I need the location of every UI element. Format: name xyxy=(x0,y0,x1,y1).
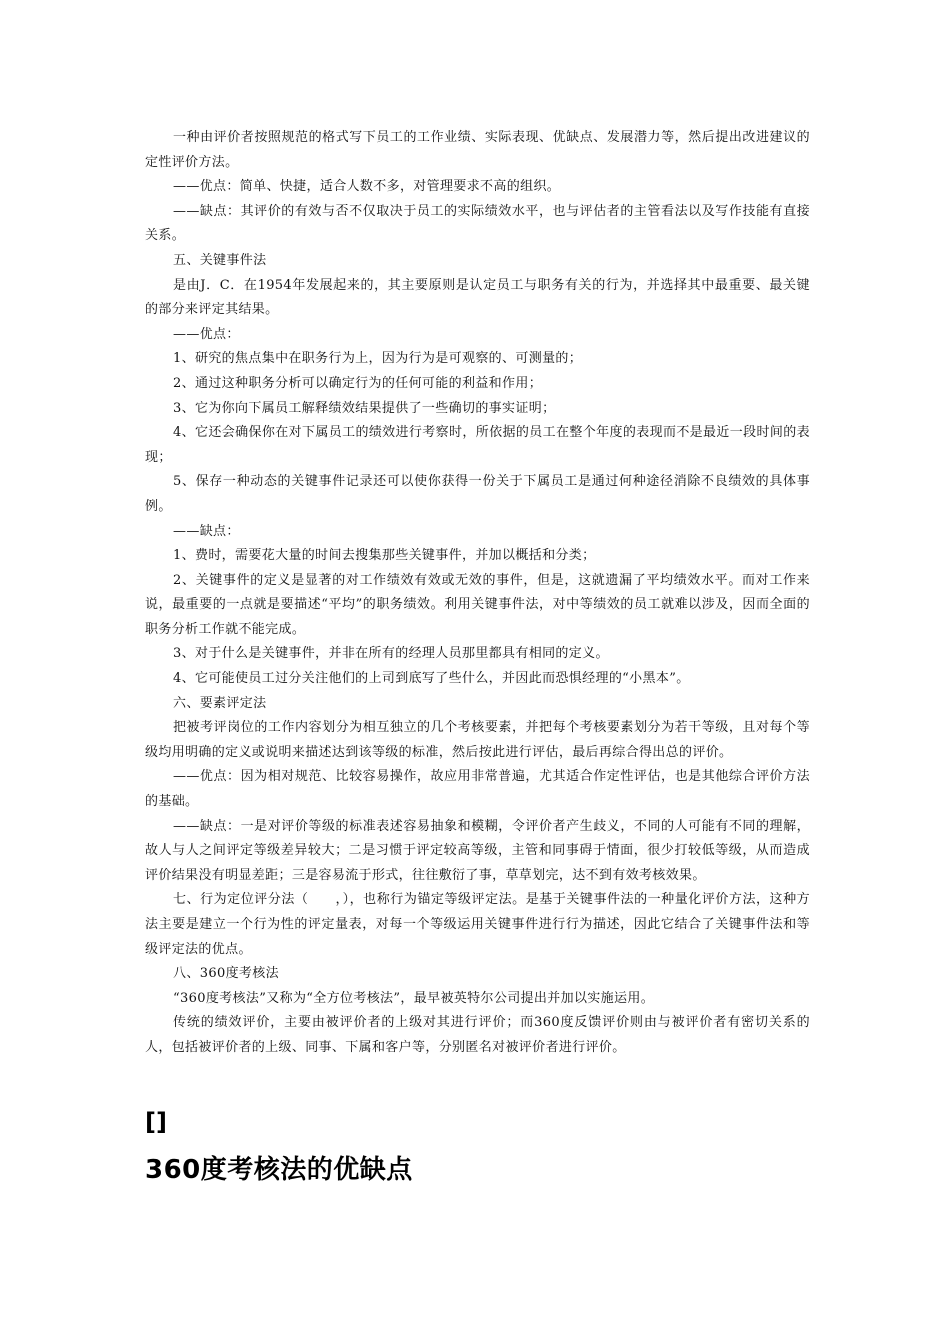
list-item: 2、关键事件的定义是显著的对工作绩效有效或无效的事件，但是，这就遗漏了平均绩效水平。而对工作来说，最重要的一点就是要描述“平均”的职务绩效。利用关键事件法，对中等绩效的员工就难以涉及，因而全面的职务分析工作就不能完成。 xyxy=(145,572,810,637)
body-text xyxy=(145,126,810,1061)
list-item: 1、费时，需要花大量的时间去搜集那些关键事件，并加以概括和分类； xyxy=(173,548,596,564)
section-heading: 八、360度考核法 xyxy=(173,966,279,982)
paragraph: ——缺点： xyxy=(173,523,240,539)
paragraph: ——优点：简单、快捷，适合人数不多，对管理要求不高的组织。 xyxy=(173,179,561,195)
list-item: 3、对于什么是关键事件，并非在所有的经理人员那里都具有相同的定义。 xyxy=(173,646,609,662)
list-item: 2、通过这种职务分析可以确定行为的任何可能的利益和作用； xyxy=(173,375,543,391)
list-item: 5、保存一种动态的关键事件记录还可以使你获得一份关于下属员工是通过何种途径消除不良绩效的具体事例。 xyxy=(145,474,810,514)
paragraph: “360度考核法”又称为“全方位考核法”，最早被英特尔公司提出并加以实施运用。 xyxy=(173,990,655,1006)
paragraph: 把被考评岗位的工作内容划分为相互独立的几个考核要素，并把每个考核要素划分为若干等级，且对每个等级均用明确的定义或说明来描述达到该等级的标准，然后按此进行评估，最后再综合得出总的评价。 xyxy=(145,720,810,760)
paragraph: ——优点：因为相对规范、比较容易操作，故应用非常普遍，尤其适合作定性评估，也是其他综合评价方法的基础。 xyxy=(145,769,810,810)
paragraph: 七、行为定位评分法（ ，），也称行为锚定等级评定法。是基于关键事件法的一种量化评价方法，这种方法主要是建立一个行为性的评定量表，对每一个等级运用关键事件进行行为描述，因此它结合了关键事件法和等级评定法的优点。 xyxy=(145,892,810,957)
paragraph: 传统的绩效评价，主要由被评价者的上级对其进行评价；而360度反馈评价则由与被评价者有密切关系的人，包括被评价者的上级、同事、下属和客户等，分别匿名对被评价者进行评价。 xyxy=(145,1015,810,1055)
list-item: 4、它可能使员工过分关注他们的上司到底写了些什么，并因此而恐惧经理的“小黑本”。 xyxy=(173,671,690,687)
bracket-mark: [] xyxy=(145,1108,167,1136)
paragraph: ——缺点：其评价的有效与否不仅取决于员工的实际绩效水平，也与评估者的主管看法以及写作技能有直接关系。 xyxy=(145,203,810,244)
paragraph: 是由J．C．在1954年发展起来的，其主要原则是认定员工与职务有关的行为，并选择其中最重要、最关键的部分来评定其结果。 xyxy=(145,277,810,318)
paragraph: ——缺点：一是对评价等级的标准表述容易抽象和模糊，令评价者产生歧义，不同的人可能有不同的理解，故人与人之间评定等级差异较大；二是习惯于评定较高等级，主管和同事碍于情面，很少打较低等级，从而造成评价结果没有明显差距；三是容易流于形式，往往敷衍了事，草草划完，达不到有效考核效果。 xyxy=(145,818,810,883)
section-heading: 六、要素评定法 xyxy=(173,695,267,711)
paragraph: ——优点： xyxy=(173,326,240,342)
heading-block xyxy=(145,1104,413,1190)
list-item: 3、它为你向下属员工解释绩效结果提供了一些确切的事实证明； xyxy=(173,400,556,416)
list-item: 1、研究的焦点集中在职务行为上，因为行为是可观察的、可测量的； xyxy=(173,351,583,367)
list-item: 4、它还会确保你在对下属员工的绩效进行考察时，所依据的员工在整个年度的表现而不是最近一段时间的表现； xyxy=(145,425,810,465)
section-title: 360度考核法的优缺点 xyxy=(145,1155,413,1185)
section-heading: 五、关键事件法 xyxy=(173,252,267,268)
paragraph: 一种由评价者按照规范的格式写下员工的工作业绩、实际表现、优缺点、发展潜力等，然后提出改进建议的定性评价方法。 xyxy=(145,130,810,170)
